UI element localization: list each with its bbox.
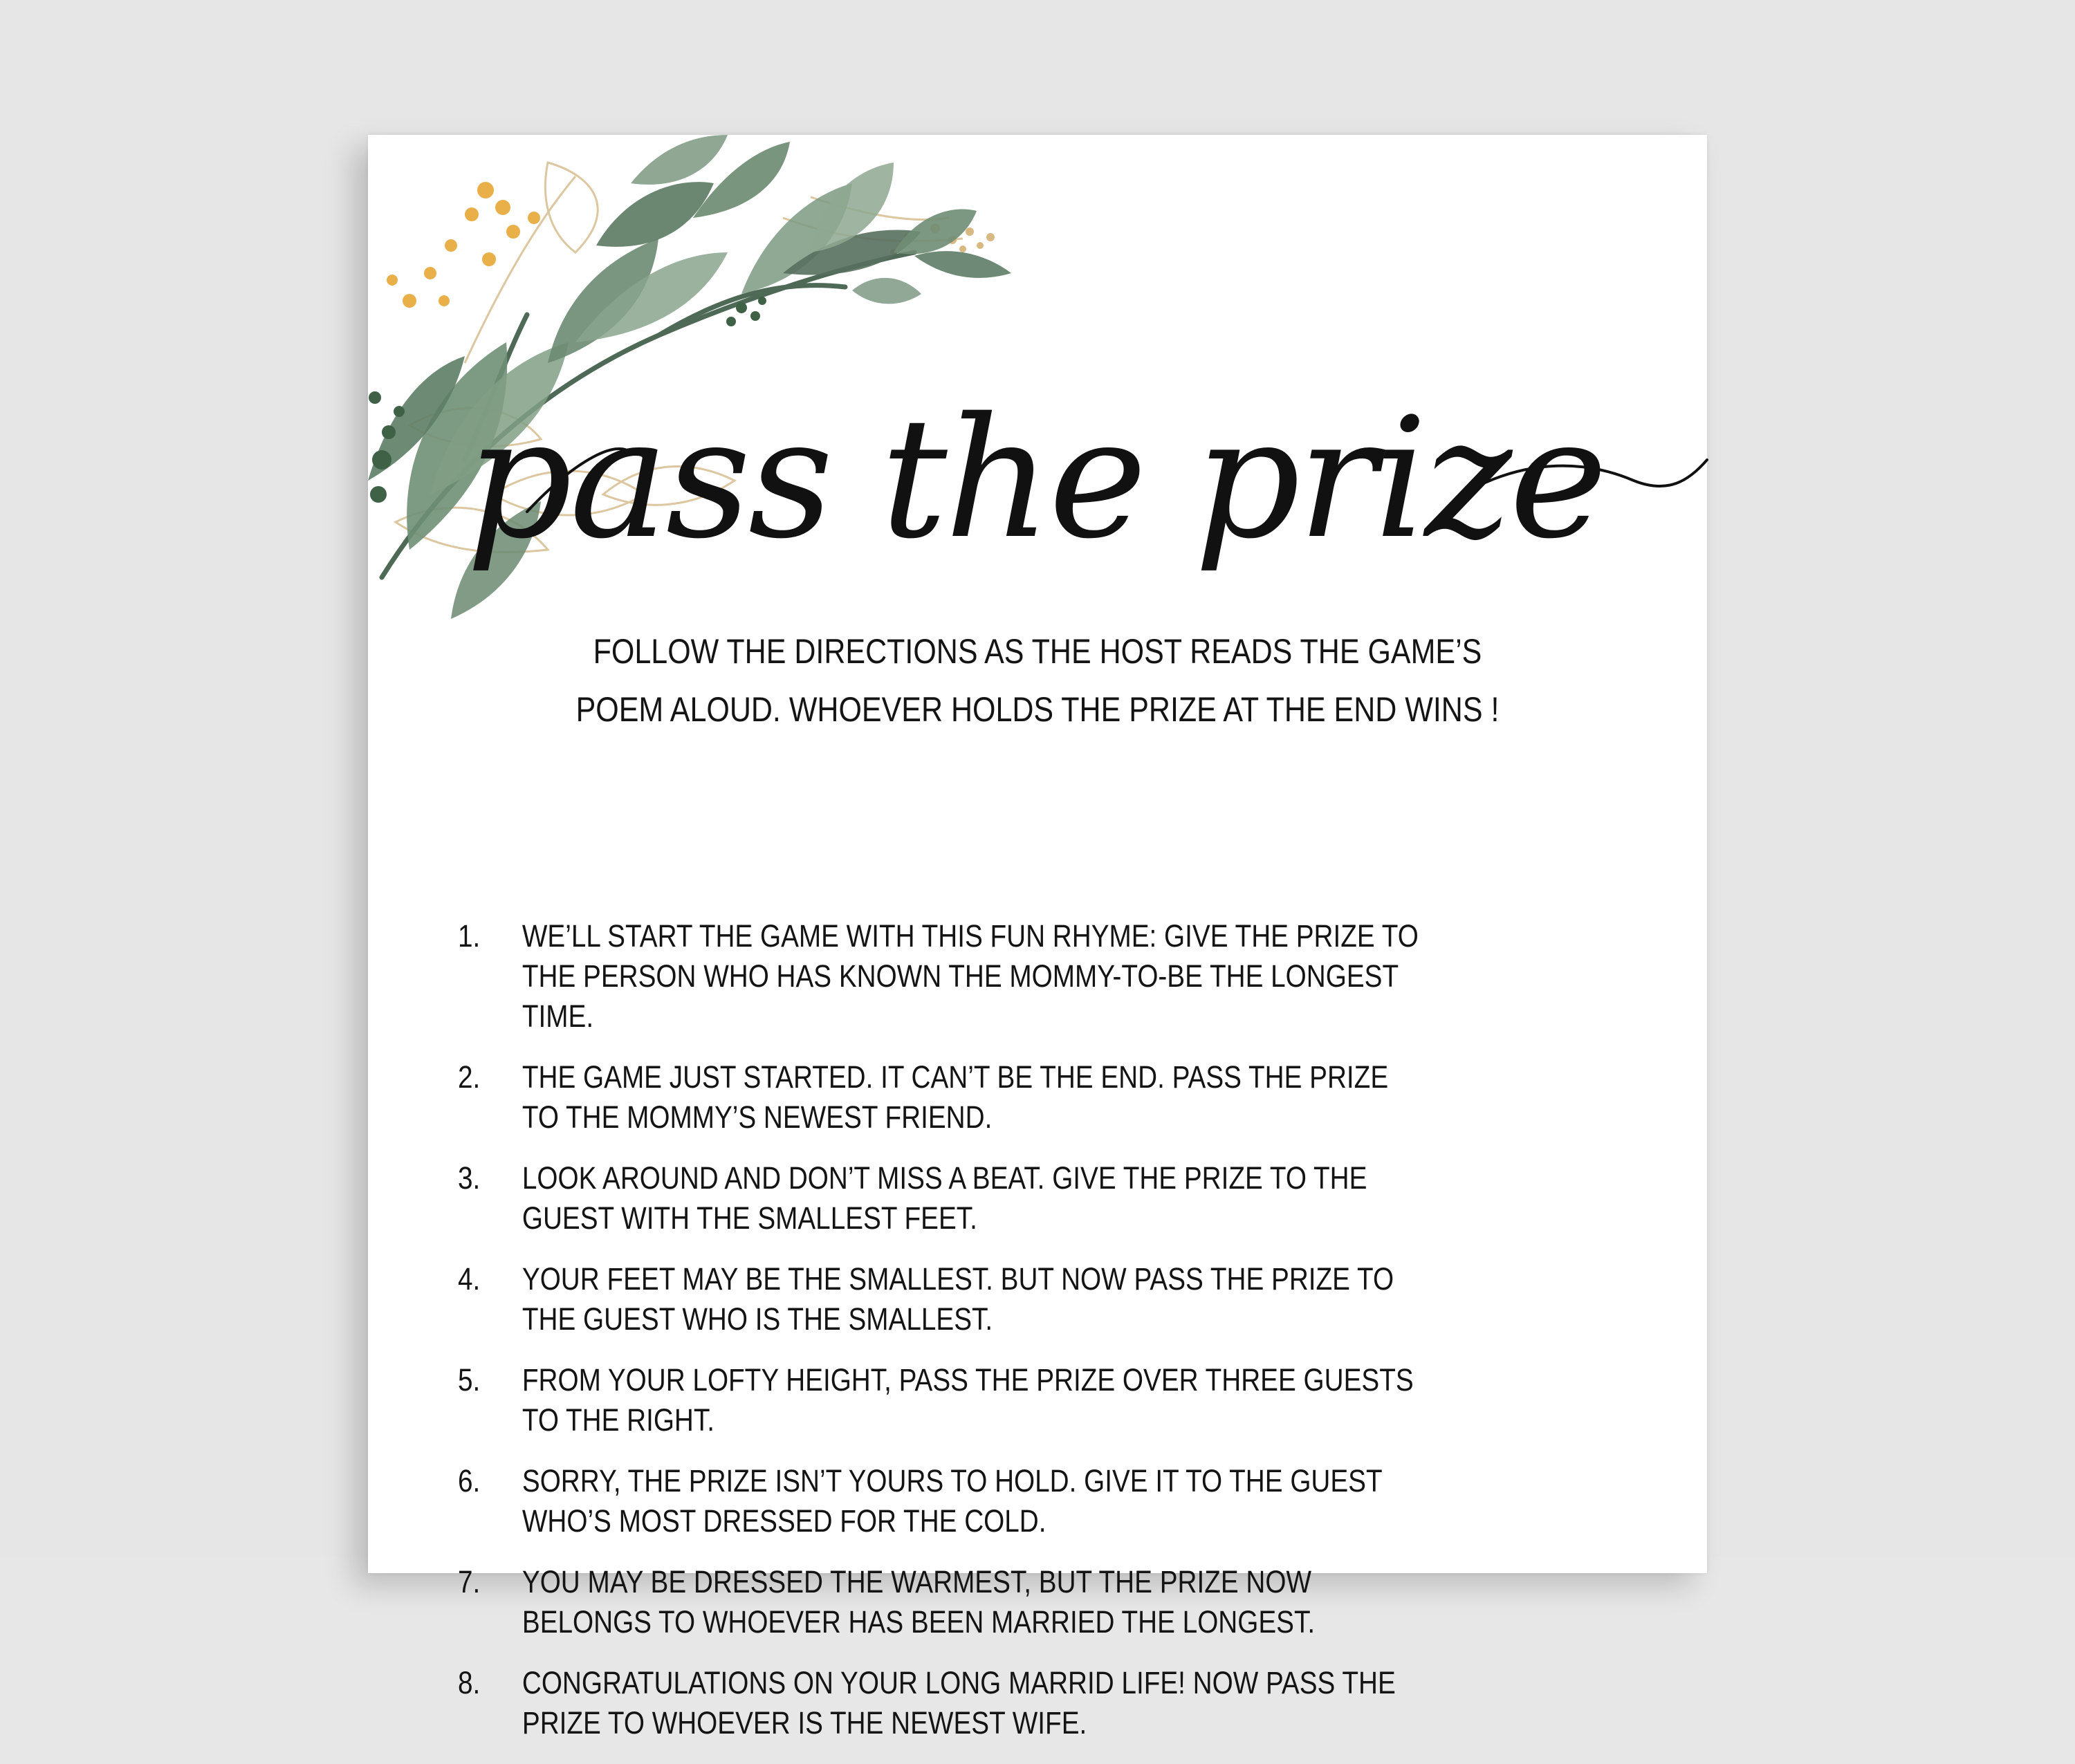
list-item — [458, 1461, 1426, 1541]
list-item — [458, 1057, 1426, 1138]
rules-list — [458, 916, 1529, 1764]
rule-number: 4. — [458, 1261, 481, 1297]
list-item — [458, 1663, 1426, 1743]
list-item — [458, 1562, 1426, 1642]
rule-number: 6. — [458, 1463, 481, 1498]
instructions-line-1: FOLLOW THE DIRECTIONS AS THE HOST READS THE GAME’S — [593, 632, 1482, 671]
rule-text: WE’LL START THE GAME WITH THIS FUN RHYME: GIVE THE PRIZE TO THE PERSON WHO HAS KNOWN THE MOMMY-TO-BE THE LONGEST TIME. — [522, 918, 1419, 1034]
rule-text: LOOK AROUND AND DON’T MISS A BEAT. GIVE THE PRIZE TO THE GUEST WITH THE SMALLEST FEET. — [522, 1160, 1367, 1236]
rule-number: 8. — [458, 1665, 481, 1700]
rule-number: 7. — [458, 1564, 481, 1599]
rule-number: 3. — [458, 1160, 481, 1196]
list-item — [458, 916, 1426, 1037]
list-item — [458, 1360, 1426, 1440]
rule-text: FROM YOUR LOFTY HEIGHT, PASS THE PRIZE OVER THREE GUESTS TO THE RIGHT. — [522, 1362, 1414, 1438]
list-item — [458, 1158, 1426, 1238]
rule-text: YOU MAY BE DRESSED THE WARMEST, BUT THE PRIZE NOW BELONGS TO WHOEVER HAS BEEN MARRIED THE LONGEST. — [522, 1564, 1316, 1640]
rule-text: CONGRATULATIONS ON YOUR LONG MARRID LIFE! NOW PASS THE PRIZE TO WHOEVER IS THE NEWEST WIFE. — [522, 1665, 1396, 1740]
rule-text: THE GAME JUST STARTED. IT CAN’T BE THE END. PASS THE PRIZE TO THE MOMMY’S NEWEST FRIEND. — [522, 1059, 1389, 1135]
rule-number: 5. — [458, 1362, 481, 1398]
rule-text: SORRY, THE PRIZE ISN’T YOURS TO HOLD. GIVE IT TO THE GUEST WHO’S MOST DRESSED FOR THE COLD. — [522, 1463, 1382, 1539]
list-item — [458, 1259, 1426, 1339]
rule-number: 1. — [458, 918, 481, 954]
rule-text: YOUR FEET MAY BE THE SMALLEST. BUT NOW PASS THE PRIZE TO THE GUEST WHO IS THE SMALLEST. — [522, 1261, 1394, 1337]
rule-number: 2. — [458, 1059, 481, 1095]
page-title: pass the prize — [465, 382, 1605, 575]
title-graphic — [368, 135, 1707, 619]
instructions-block — [462, 622, 1614, 739]
instructions-line-2: POEM ALOUD. WHOEVER HOLDS THE PRIZE AT THE END WINS ! — [575, 690, 1500, 729]
printable-sheet — [368, 135, 1707, 1740]
